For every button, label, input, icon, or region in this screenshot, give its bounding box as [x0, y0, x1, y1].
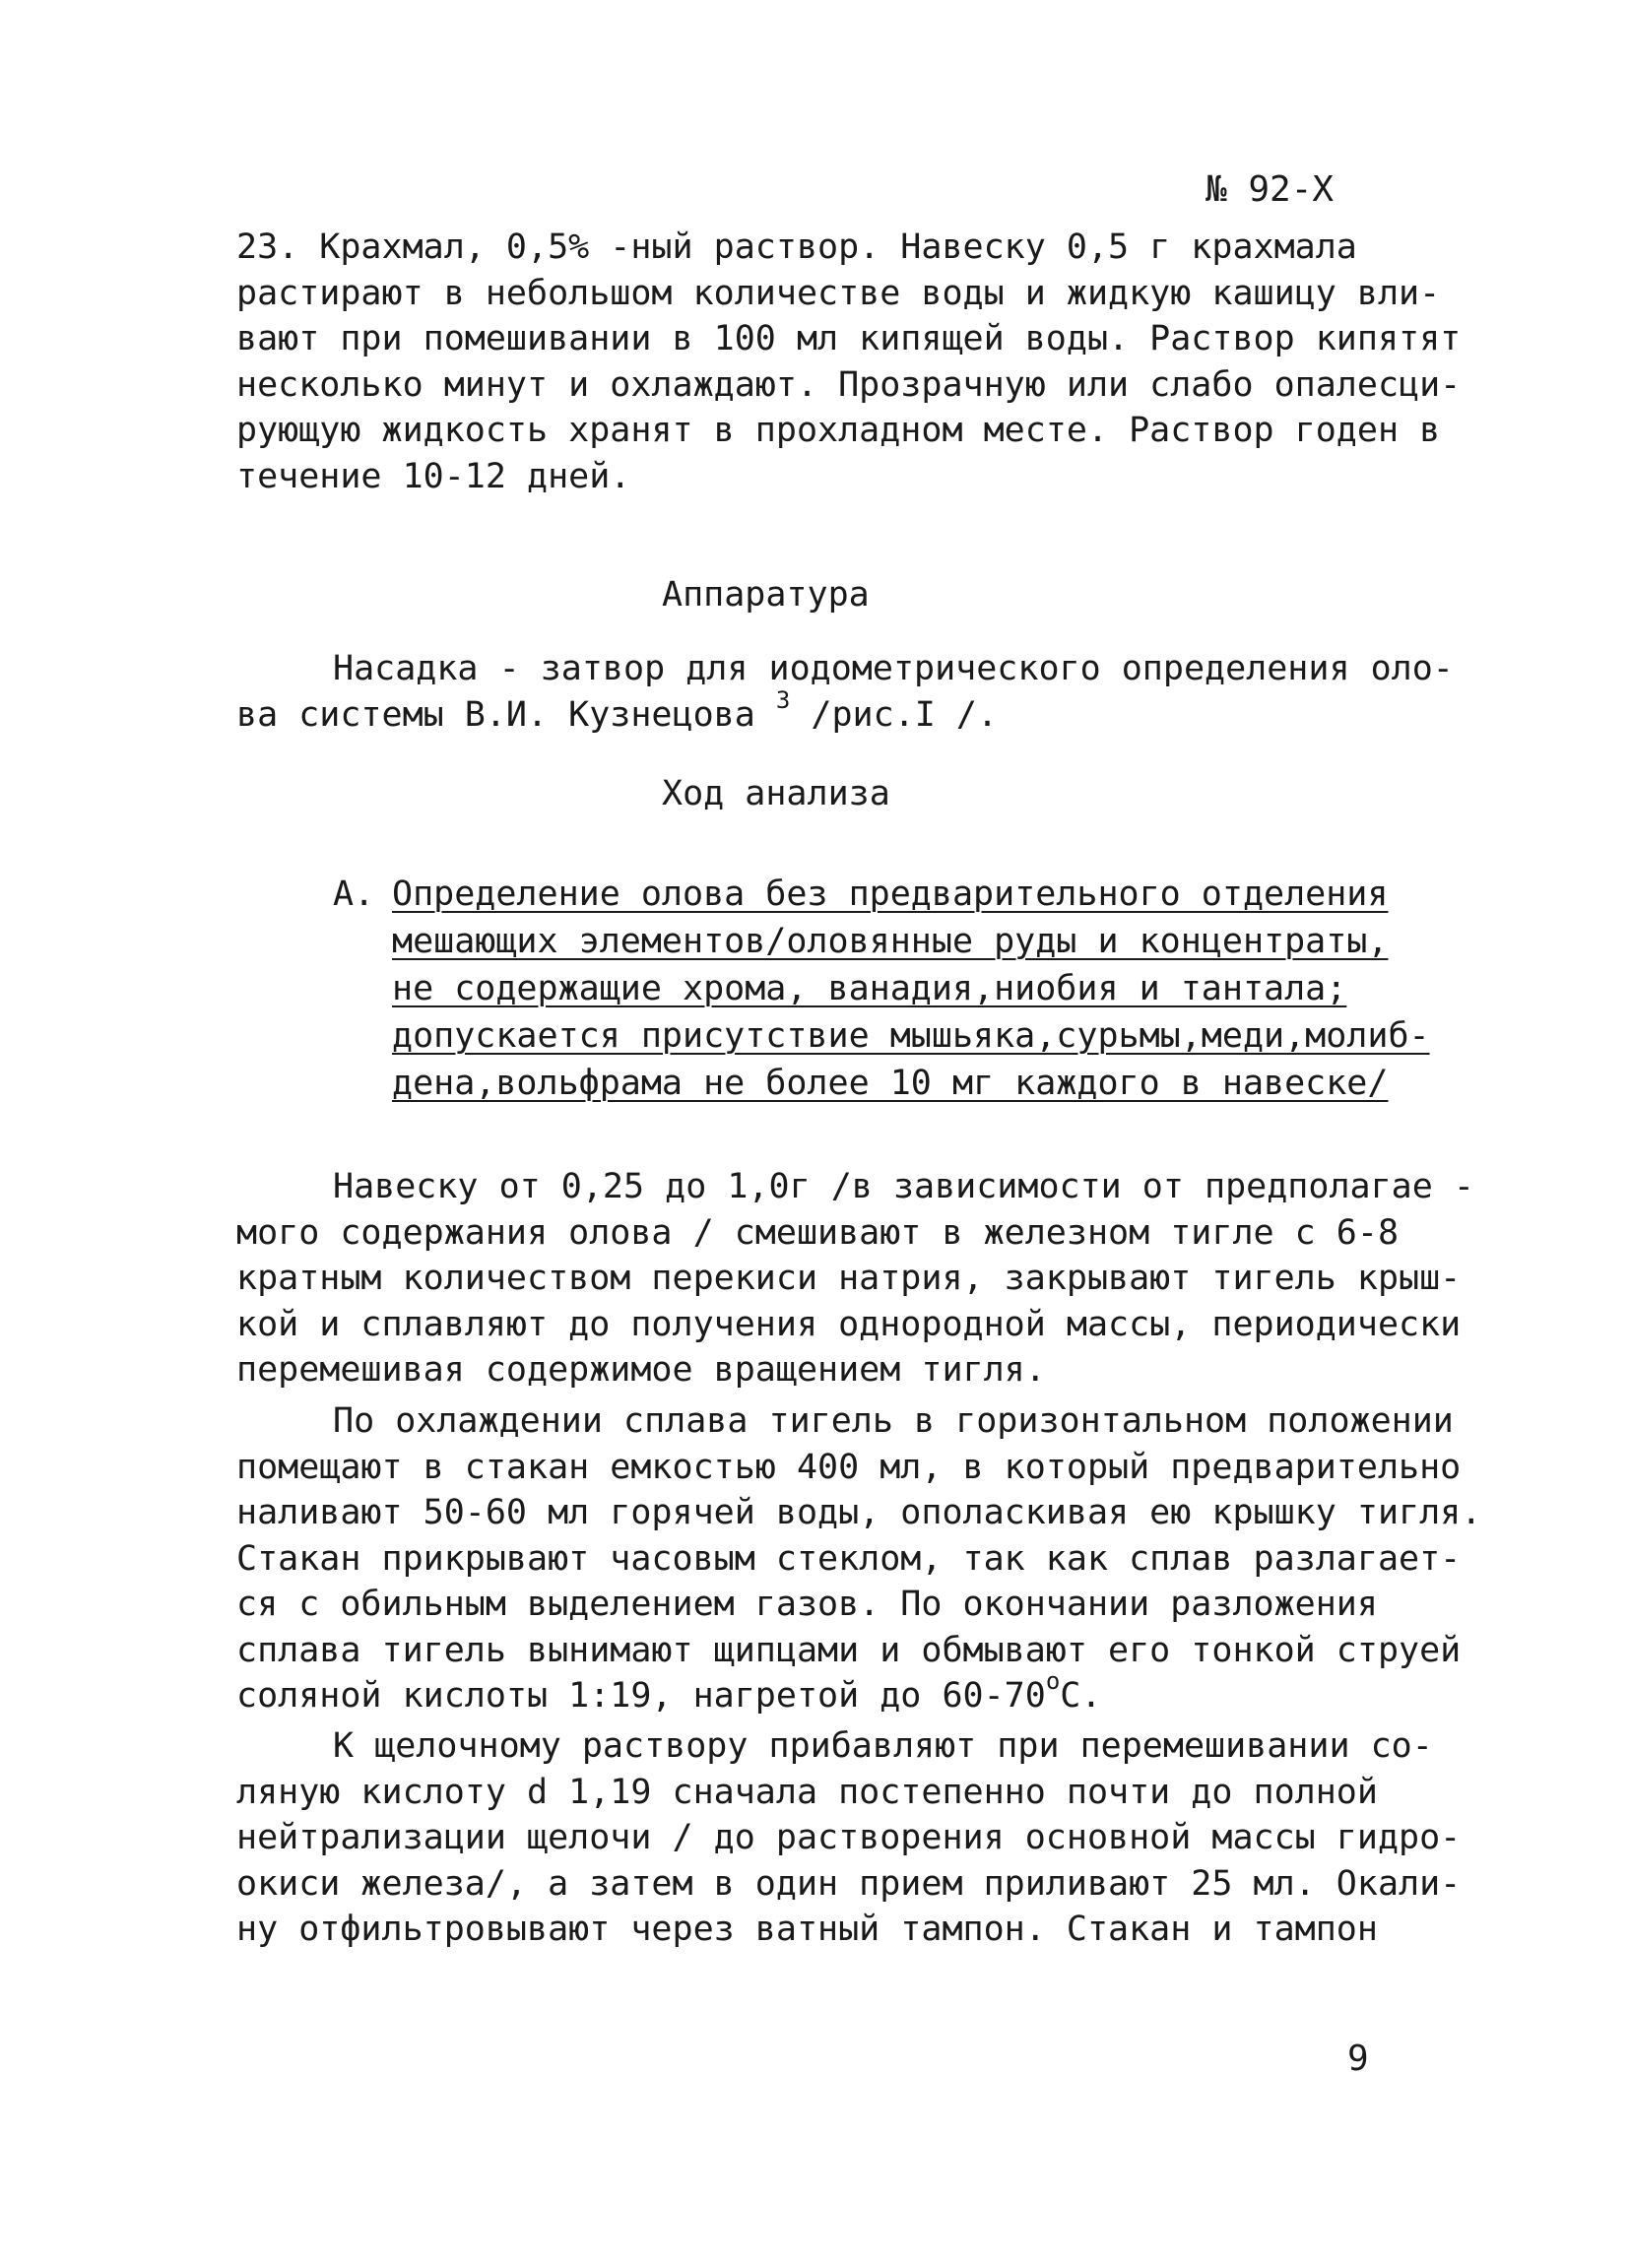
text-line: Навеску от 0,25 до 1,0г /в зависимости от предполагае - — [333, 1167, 1474, 1206]
text-fragment: ва системы В.И. Кузнецова — [236, 694, 776, 735]
apparatus-heading: Аппаратура — [662, 575, 870, 615]
text-line: К щелочному раствору прибавляют при перемешивании со- — [333, 1726, 1433, 1766]
text-fragment: С. — [1060, 1676, 1102, 1716]
page-number: 9 — [1347, 2039, 1369, 2079]
paragraph-23 — [236, 225, 1462, 499]
procedure-heading: Ход анализа — [662, 774, 890, 813]
text-fragment: /рис.I /. — [790, 694, 999, 735]
text-line: допускается присутствие мышьяка,сурьмы,меди,молиб- — [392, 1016, 1430, 1056]
degree-sign: о — [1045, 1667, 1061, 1695]
text-line: мого содержания олова / смешивают в железном тигле с 6-8 — [236, 1212, 1400, 1253]
text-line: кратным количеством перекиси натрия, закрывают тигель крыш- — [236, 1259, 1462, 1298]
text-fragment: соляной кислоты 1:19, нагретой до 60-70 — [236, 1676, 1046, 1716]
text-line: ся с обильным выделением газов. По окончании разложения — [236, 1585, 1378, 1624]
text-line: несколько минут и охлаждают. Прозрачную или слабо опалесци- — [236, 364, 1462, 405]
apparatus-paragraph — [236, 646, 1454, 738]
text-line: Насадка - затвор для иодометрического определения оло- — [333, 649, 1454, 688]
text-line: окиси железа/, а затем в один прием приливают 25 мл. Окали- — [236, 1863, 1462, 1904]
text-line: ну отфильтровывают через ватный тампон. Стакан и тампон — [236, 1910, 1378, 1949]
text-line: не содержащие хрома, ванадия,ниобия и тантала; — [392, 969, 1347, 1008]
procedure-paragraph-1 — [236, 1164, 1474, 1393]
text-line: Определение олова без предварительного отделения — [392, 875, 1389, 914]
text-line: кой и сплавляют до получения однородной массы, периодически — [236, 1304, 1462, 1344]
text-line: растирают в небольшом количестве воды и жидкую кашицу вли- — [236, 273, 1441, 313]
text-line: нейтрализации щелочи / до растворения основной массы гидро- — [236, 1818, 1462, 1857]
text-line: перемешивая содержимое вращением тигля. — [236, 1350, 1046, 1390]
text-line: 23. Крахмал, 0,5% -ный раствор. Навеску 0,5 г крахмала — [236, 227, 1357, 267]
section-a-title — [392, 871, 1430, 1107]
procedure-paragraph-2 — [236, 1398, 1482, 1719]
text-line: вают при помешивании в 100 мл кипящей воды. Раствор кипятят — [236, 319, 1462, 358]
text-line: рующую жидкость хранят в прохладном месте. Раствор годен в — [236, 411, 1441, 450]
text-line: помещают в стакан емкостью 400 мл, в который предварительно — [236, 1447, 1462, 1487]
text-line: дена,вольфрама не более 10 мг каждого в навеске/ — [392, 1064, 1389, 1103]
procedure-paragraph-3 — [236, 1723, 1462, 1953]
text-line — [236, 685, 1399, 739]
text-line: течение 10-12 дней. — [236, 456, 631, 496]
text-line: сплава тигель вынимают щипцами и обмывают его тонкой струей — [236, 1630, 1462, 1670]
text-line — [236, 1667, 1399, 1719]
text-line: По охлаждении сплава тигель в горизонтальном положении — [333, 1401, 1454, 1441]
footnote-ref: 3 — [775, 685, 791, 714]
text-line: Стакан прикрывают часовым стеклом, так как сплав разлагает- — [236, 1538, 1462, 1579]
section-a-letter: А. — [333, 875, 375, 914]
text-line: ляную кислоту d 1,19 сначала постепенно почти до полной — [236, 1772, 1378, 1812]
text-line: мешающих элементов/оловянные руды и концентраты, — [392, 922, 1389, 961]
text-line: наливают 50-60 мл горячей воды, ополаскивая ею крышку тигля. — [236, 1493, 1482, 1532]
document-number: № 92-Х — [1205, 169, 1335, 210]
